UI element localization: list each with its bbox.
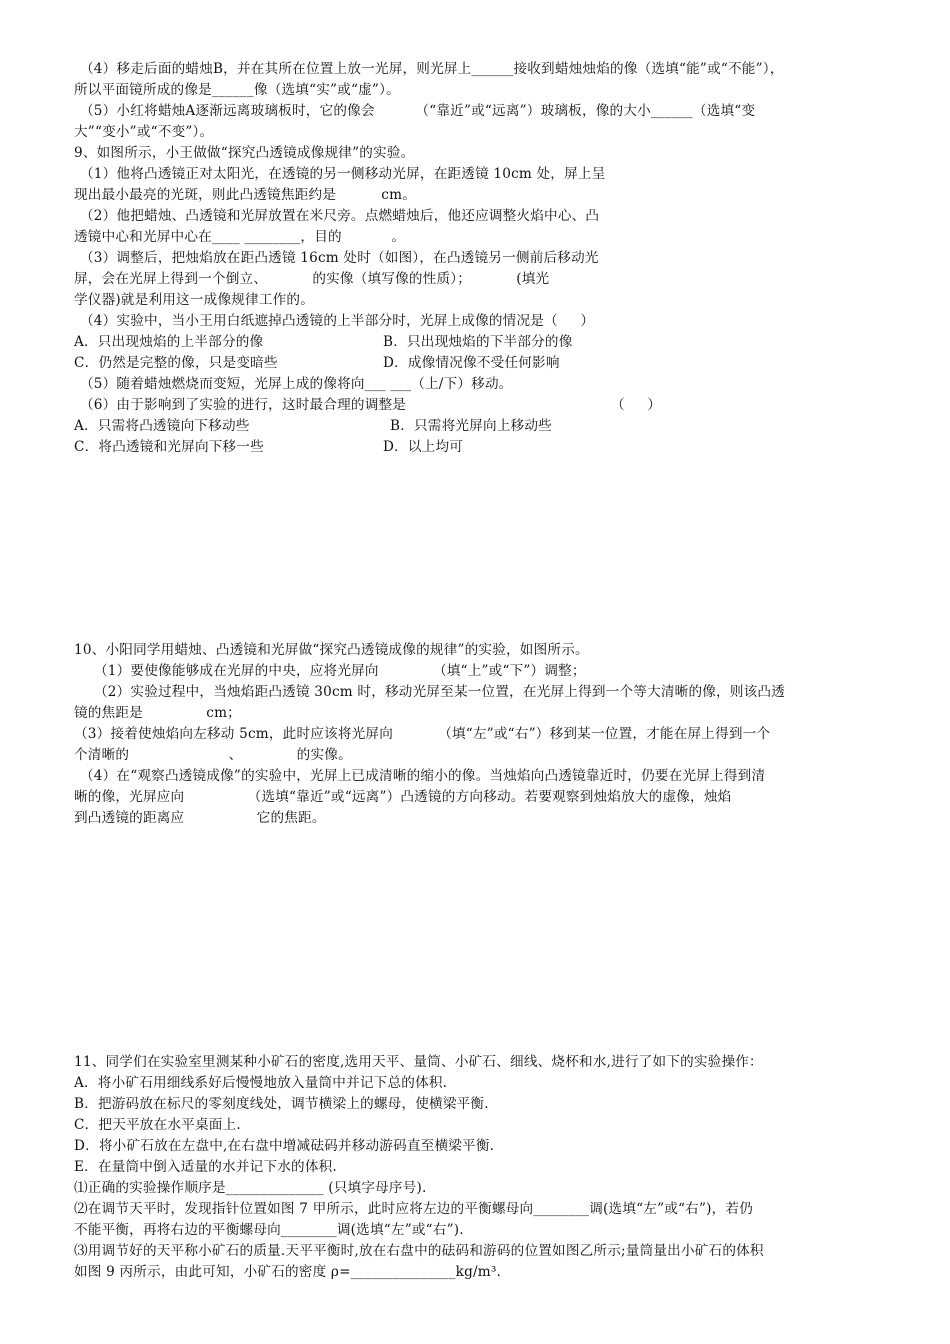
q11-step-e: E．在量筒中倒入适量的水并记下水的体积. (74, 1159, 337, 1175)
q11-stem: 11、同学们在实验室里测某种小矿石的密度,选用天平、量筒、小矿石、细线、烧杯和水,进行了如下的实验操作： (74, 1054, 763, 1070)
q9-part6-answer-paren: （ ） (611, 397, 662, 413)
q9-part4-option-d: D．成像情况像不受任何影响 (383, 355, 560, 371)
q11-part2-line1: ⑵在调节天平时，发现指针位置如图 7 甲所示，此时应将左边的平衡螺母向________调(选填“左”或“右”)，若仍 (74, 1201, 754, 1217)
q9-part1-line1: （1）他将凸透镜正对太阳光，在透镜的另一侧移动光屏，在距透镜 10cm 处，屏上呈 (80, 166, 606, 182)
q8-part4-line1: （4）移走后面的蜡烛B，并在其所在位置上放一光屏，则光屏上______接收到蜡烛烛焰的像（选填“能”或“不能”）， (80, 61, 784, 77)
q9-part6-option-d: D．以上均可 (383, 439, 464, 455)
q9-part6-option-a: A．只需将凸透镜向下移动些 (74, 418, 250, 434)
q9-part3-line1: （3）调整后，把烛焰放在距凸透镜 16cm 处时（如图），在凸透镜另一侧前后移动光 (80, 250, 599, 266)
q8-part5-line2: 大”“变小”或“不变”）。 (74, 124, 214, 140)
q9-stem: 9、如图所示，小王做做“探究凸透镜成像规律”的实验。 (74, 145, 415, 161)
q10-part2-line2: 镜的焦距是 cm； (74, 705, 241, 721)
q11-step-c: C．把天平放在水平桌面上. (74, 1117, 241, 1133)
q10-part3-line2: 个清晰的 、 的实像。 (74, 747, 352, 763)
q9-part4-stem: （4）实验中，当小王用白纸遮掉凸透镜的上半部分时，光屏上成像的情况是（ ） (80, 313, 595, 329)
q9-part4-option-a: A．只出现烛焰的上半部分的像 (74, 334, 264, 350)
q11-step-b: B．把游码放在标尺的零刻度线处，调节横梁上的螺母，使横梁平衡. (74, 1096, 489, 1112)
q9-part6-stem: （6）由于影响到了实验的进行，这时最合理的调整是 (80, 397, 407, 413)
q11-part3-line2: 如图 9 丙所示，由此可知，小矿石的密度 ρ=_______________kg/m³. (74, 1264, 502, 1280)
q9-part3-line2: 屏，会在光屏上得到一个倒立、 的实像（填写像的性质）； (填光 (74, 271, 550, 287)
q10-stem: 10、小阳同学用蜡烛、凸透镜和光屏做“探究凸透镜成像的规律”的实验，如图所示。 (74, 642, 589, 658)
q9-part4-option-c: C．仍然是完整的像，只是变暗些 (74, 355, 278, 371)
q11-step-a: A．将小矿石用细线系好后慢慢地放入量筒中并记下总的体积. (74, 1075, 448, 1091)
q11-part3-line1: ⑶用调节好的天平称小矿石的质量.天平平衡时,放在右盘中的砝码和游码的位置如图乙所示;量筒量出小矿石的体积 (74, 1243, 764, 1259)
q11-step-d: D．将小矿石放在左盘中,在右盘中增减砝码并移动游码直至横梁平衡. (74, 1138, 495, 1154)
q9-part1-line2: 现出最小最亮的光斑，则此凸透镜焦距约是 cm。 (74, 187, 416, 203)
q9-part3-line3: 学仪器)就是利用这一成像规律工作的。 (74, 292, 314, 308)
q9-part4-option-b: B．只出现烛焰的下半部分的像 (383, 334, 573, 350)
q11-part1: ⑴正确的实验操作顺序是______________ (只填字母序号). (74, 1180, 427, 1196)
q10-part4-line3: 到凸透镜的距离应 它的焦距。 (74, 810, 326, 826)
q11-part2-line2: 不能平衡，再将右边的平衡螺母向________调(选填“左”或“右”). (74, 1222, 464, 1238)
q9-part6-option-b: B．只需将光屏向上移动些 (390, 418, 552, 434)
q9-part5: （5）随着蜡烛燃烧而变短，光屏上成的像将向___ ___（上/下）移动。 (80, 376, 513, 392)
q9-part2-line2: 透镜中心和光屏中心在____ ________，目的 。 (74, 229, 406, 245)
q10-part3-line1: （3）接着使烛焰向左移动 5cm，此时应该将光屏向 （填“左”或“右”）移到某一位置，才能在屏上得到一个 (74, 726, 771, 742)
q10-part4-line1: （4）在“观察凸透镜成像”的实验中，光屏上已成清晰的缩小的像。当烛焰向凸透镜靠近时，仍要在光屏上得到清 (80, 768, 766, 784)
q10-part2-line1: （2）实验过程中，当烛焰距凸透镜 30cm 时，移动光屏至某一位置，在光屏上得到一个等大清晰的像，则该凸透 (94, 684, 786, 700)
q10-part4-line2: 晰的像，光屏应向 （选填“靠近”或“远离”）凸透镜的方向移动。若要观察到烛焰放大的虚像，烛焰 (74, 789, 732, 805)
q8-part5-line1: （5）小红将蜡烛A逐渐远离玻璃板时，它的像会 （“靠近”或“远离”）玻璃板，像的大小______（选填“变 (80, 103, 756, 119)
q9-part6-option-c: C．将凸透镜和光屏向下移一些 (74, 439, 264, 455)
q9-part2-line1: （2）他把蜡烛、凸透镜和光屏放置在米尺旁。点燃蜡烛后，他还应调整火焰中心、凸 (80, 208, 600, 224)
q8-part4-line2: 所以平面镜所成的像是______像（选填“实”或“虚”）。 (74, 82, 400, 98)
q10-part1: （1）要使像能够成在光屏的中央，应将光屏向 （填“上”或“下”）调整； (94, 663, 586, 679)
